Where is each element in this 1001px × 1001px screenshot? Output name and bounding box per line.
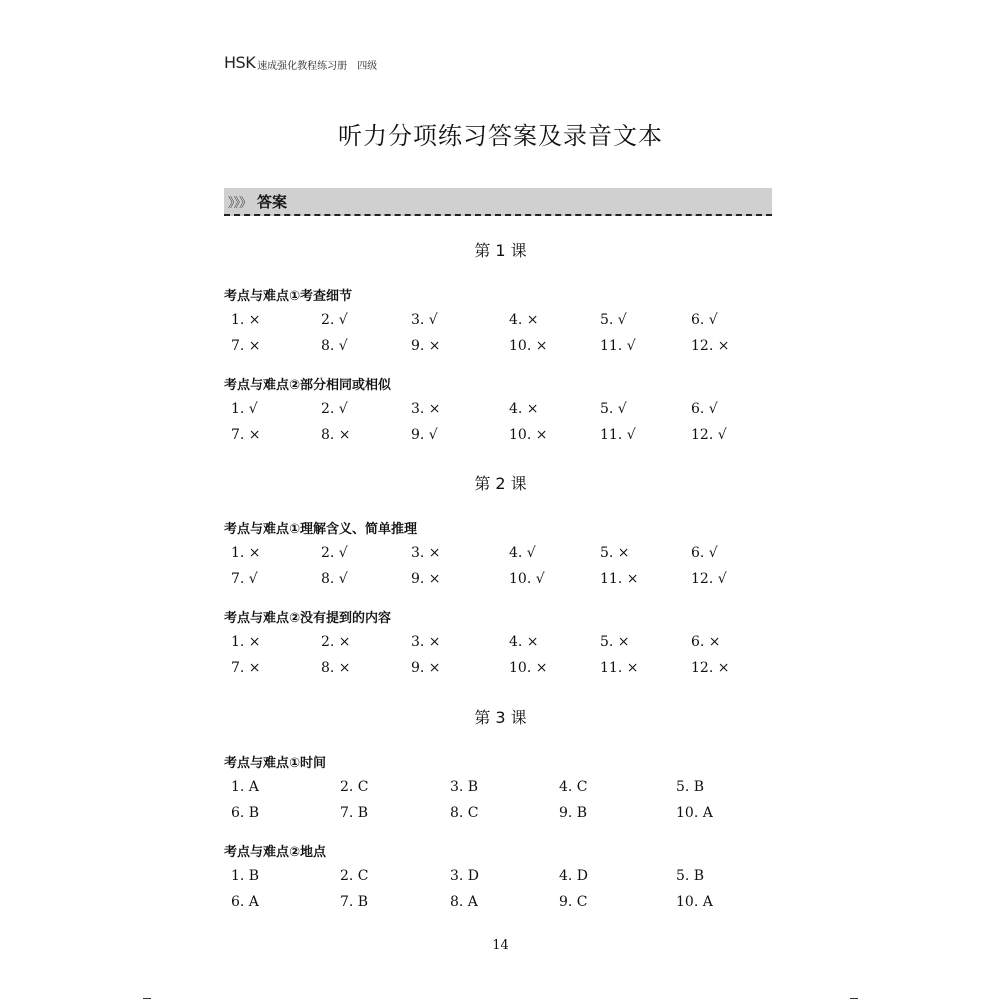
- answer-item: 4. ×: [509, 634, 539, 650]
- section-title: 考点与难点②地点: [224, 845, 327, 860]
- answer-item: 4. √: [509, 545, 536, 561]
- answer-item: 9. √: [411, 427, 438, 443]
- answer-item: 1. B: [231, 868, 260, 884]
- lesson-title: 第 2 课: [474, 474, 527, 493]
- answer-item: 5. B: [676, 868, 705, 884]
- header-level: 四级: [357, 61, 378, 72]
- answer-item: 1. ×: [231, 545, 261, 561]
- answer-item: 3. √: [411, 312, 438, 328]
- answer-item: 2. √: [321, 545, 348, 561]
- answer-item: 7. ×: [231, 427, 261, 443]
- answer-item: 9. C: [559, 894, 588, 910]
- answer-item: 1. ×: [231, 312, 261, 328]
- answer-item: 3. ×: [411, 545, 441, 561]
- answer-item: 8. ×: [321, 660, 351, 676]
- answer-item: 5. B: [676, 779, 705, 795]
- answer-item: 8. C: [450, 805, 479, 821]
- section-title: 考点与难点①理解含义、简单推理: [224, 522, 418, 537]
- answer-item: 10. A: [676, 805, 713, 821]
- answer-item: 3. ×: [411, 401, 441, 417]
- answer-item: 7. B: [340, 805, 369, 821]
- answer-item: 11. √: [600, 427, 636, 443]
- answer-item: 6. √: [691, 545, 718, 561]
- answer-item: 10. ×: [509, 660, 548, 676]
- answer-item: 5. √: [600, 312, 627, 328]
- answer-item: 10. ×: [509, 427, 548, 443]
- crop-mark-right: [850, 998, 858, 999]
- answer-item: 10. ×: [509, 338, 548, 354]
- running-header: [224, 54, 377, 72]
- header-brand: HSK: [224, 53, 256, 72]
- answer-item: 8. ×: [321, 427, 351, 443]
- answer-item: 3. ×: [411, 634, 441, 650]
- page-title: 听力分项练习答案及录音文本: [338, 122, 663, 150]
- answer-item: 7. B: [340, 894, 369, 910]
- answer-item: 5. ×: [600, 634, 630, 650]
- answer-item: 4. ×: [509, 401, 539, 417]
- answer-item: 2. C: [340, 779, 369, 795]
- answer-item: 6. ×: [691, 634, 721, 650]
- crop-mark-left: [143, 998, 151, 999]
- section-title: 考点与难点②部分相同或相似: [224, 378, 392, 393]
- answer-item: 7. √: [231, 571, 258, 587]
- answer-item: 5. √: [600, 401, 627, 417]
- answer-item: 2. √: [321, 312, 348, 328]
- answer-item: 8. A: [450, 894, 478, 910]
- answer-item: 9. ×: [411, 660, 441, 676]
- answer-item: 12. ×: [691, 338, 730, 354]
- answer-item: 6. B: [231, 805, 260, 821]
- answer-item: 11. ×: [600, 571, 639, 587]
- answer-item: 5. ×: [600, 545, 630, 561]
- answer-item: 6. A: [231, 894, 259, 910]
- answer-item: 9. ×: [411, 338, 441, 354]
- answer-item: 11. ×: [600, 660, 639, 676]
- answer-item: 2. ×: [321, 634, 351, 650]
- answer-item: 7. ×: [231, 660, 261, 676]
- answer-item: 6. √: [691, 401, 718, 417]
- section-title: 考点与难点①时间: [224, 756, 327, 771]
- answer-item: 12. ×: [691, 660, 730, 676]
- answer-item: 2. √: [321, 401, 348, 417]
- answer-item: 10. √: [509, 571, 545, 587]
- answer-item: 12. √: [691, 427, 727, 443]
- answer-item: 9. ×: [411, 571, 441, 587]
- answer-item: 8. √: [321, 338, 348, 354]
- lesson-title: 第 1 课: [474, 241, 527, 260]
- lesson-title: 第 3 课: [474, 708, 527, 727]
- answer-item: 11. √: [600, 338, 636, 354]
- banner-label: 答案: [257, 192, 288, 211]
- answer-item: 1. A: [231, 779, 259, 795]
- answer-item: 2. C: [340, 868, 369, 884]
- answer-item: 1. ×: [231, 634, 261, 650]
- answer-item: 4. ×: [509, 312, 539, 328]
- answers-banner: [224, 188, 772, 216]
- banner-arrows: 》》》: [228, 195, 252, 211]
- answer-item: 12. √: [691, 571, 727, 587]
- answer-item: 10. A: [676, 894, 713, 910]
- answer-item: 4. C: [559, 779, 588, 795]
- header-book-title: 速成强化教程练习册: [257, 61, 348, 72]
- section-title: 考点与难点①考查细节: [224, 289, 353, 304]
- answer-item: 1. √: [231, 401, 258, 417]
- answer-item: 7. ×: [231, 338, 261, 354]
- answer-item: 4. D: [559, 868, 589, 884]
- page-number: 14: [492, 938, 509, 953]
- answer-item: 6. √: [691, 312, 718, 328]
- answer-item: 8. √: [321, 571, 348, 587]
- answer-item: 3. D: [450, 868, 480, 884]
- answer-item: 3. B: [450, 779, 479, 795]
- answer-item: 9. B: [559, 805, 588, 821]
- section-title: 考点与难点②没有提到的内容: [224, 611, 392, 626]
